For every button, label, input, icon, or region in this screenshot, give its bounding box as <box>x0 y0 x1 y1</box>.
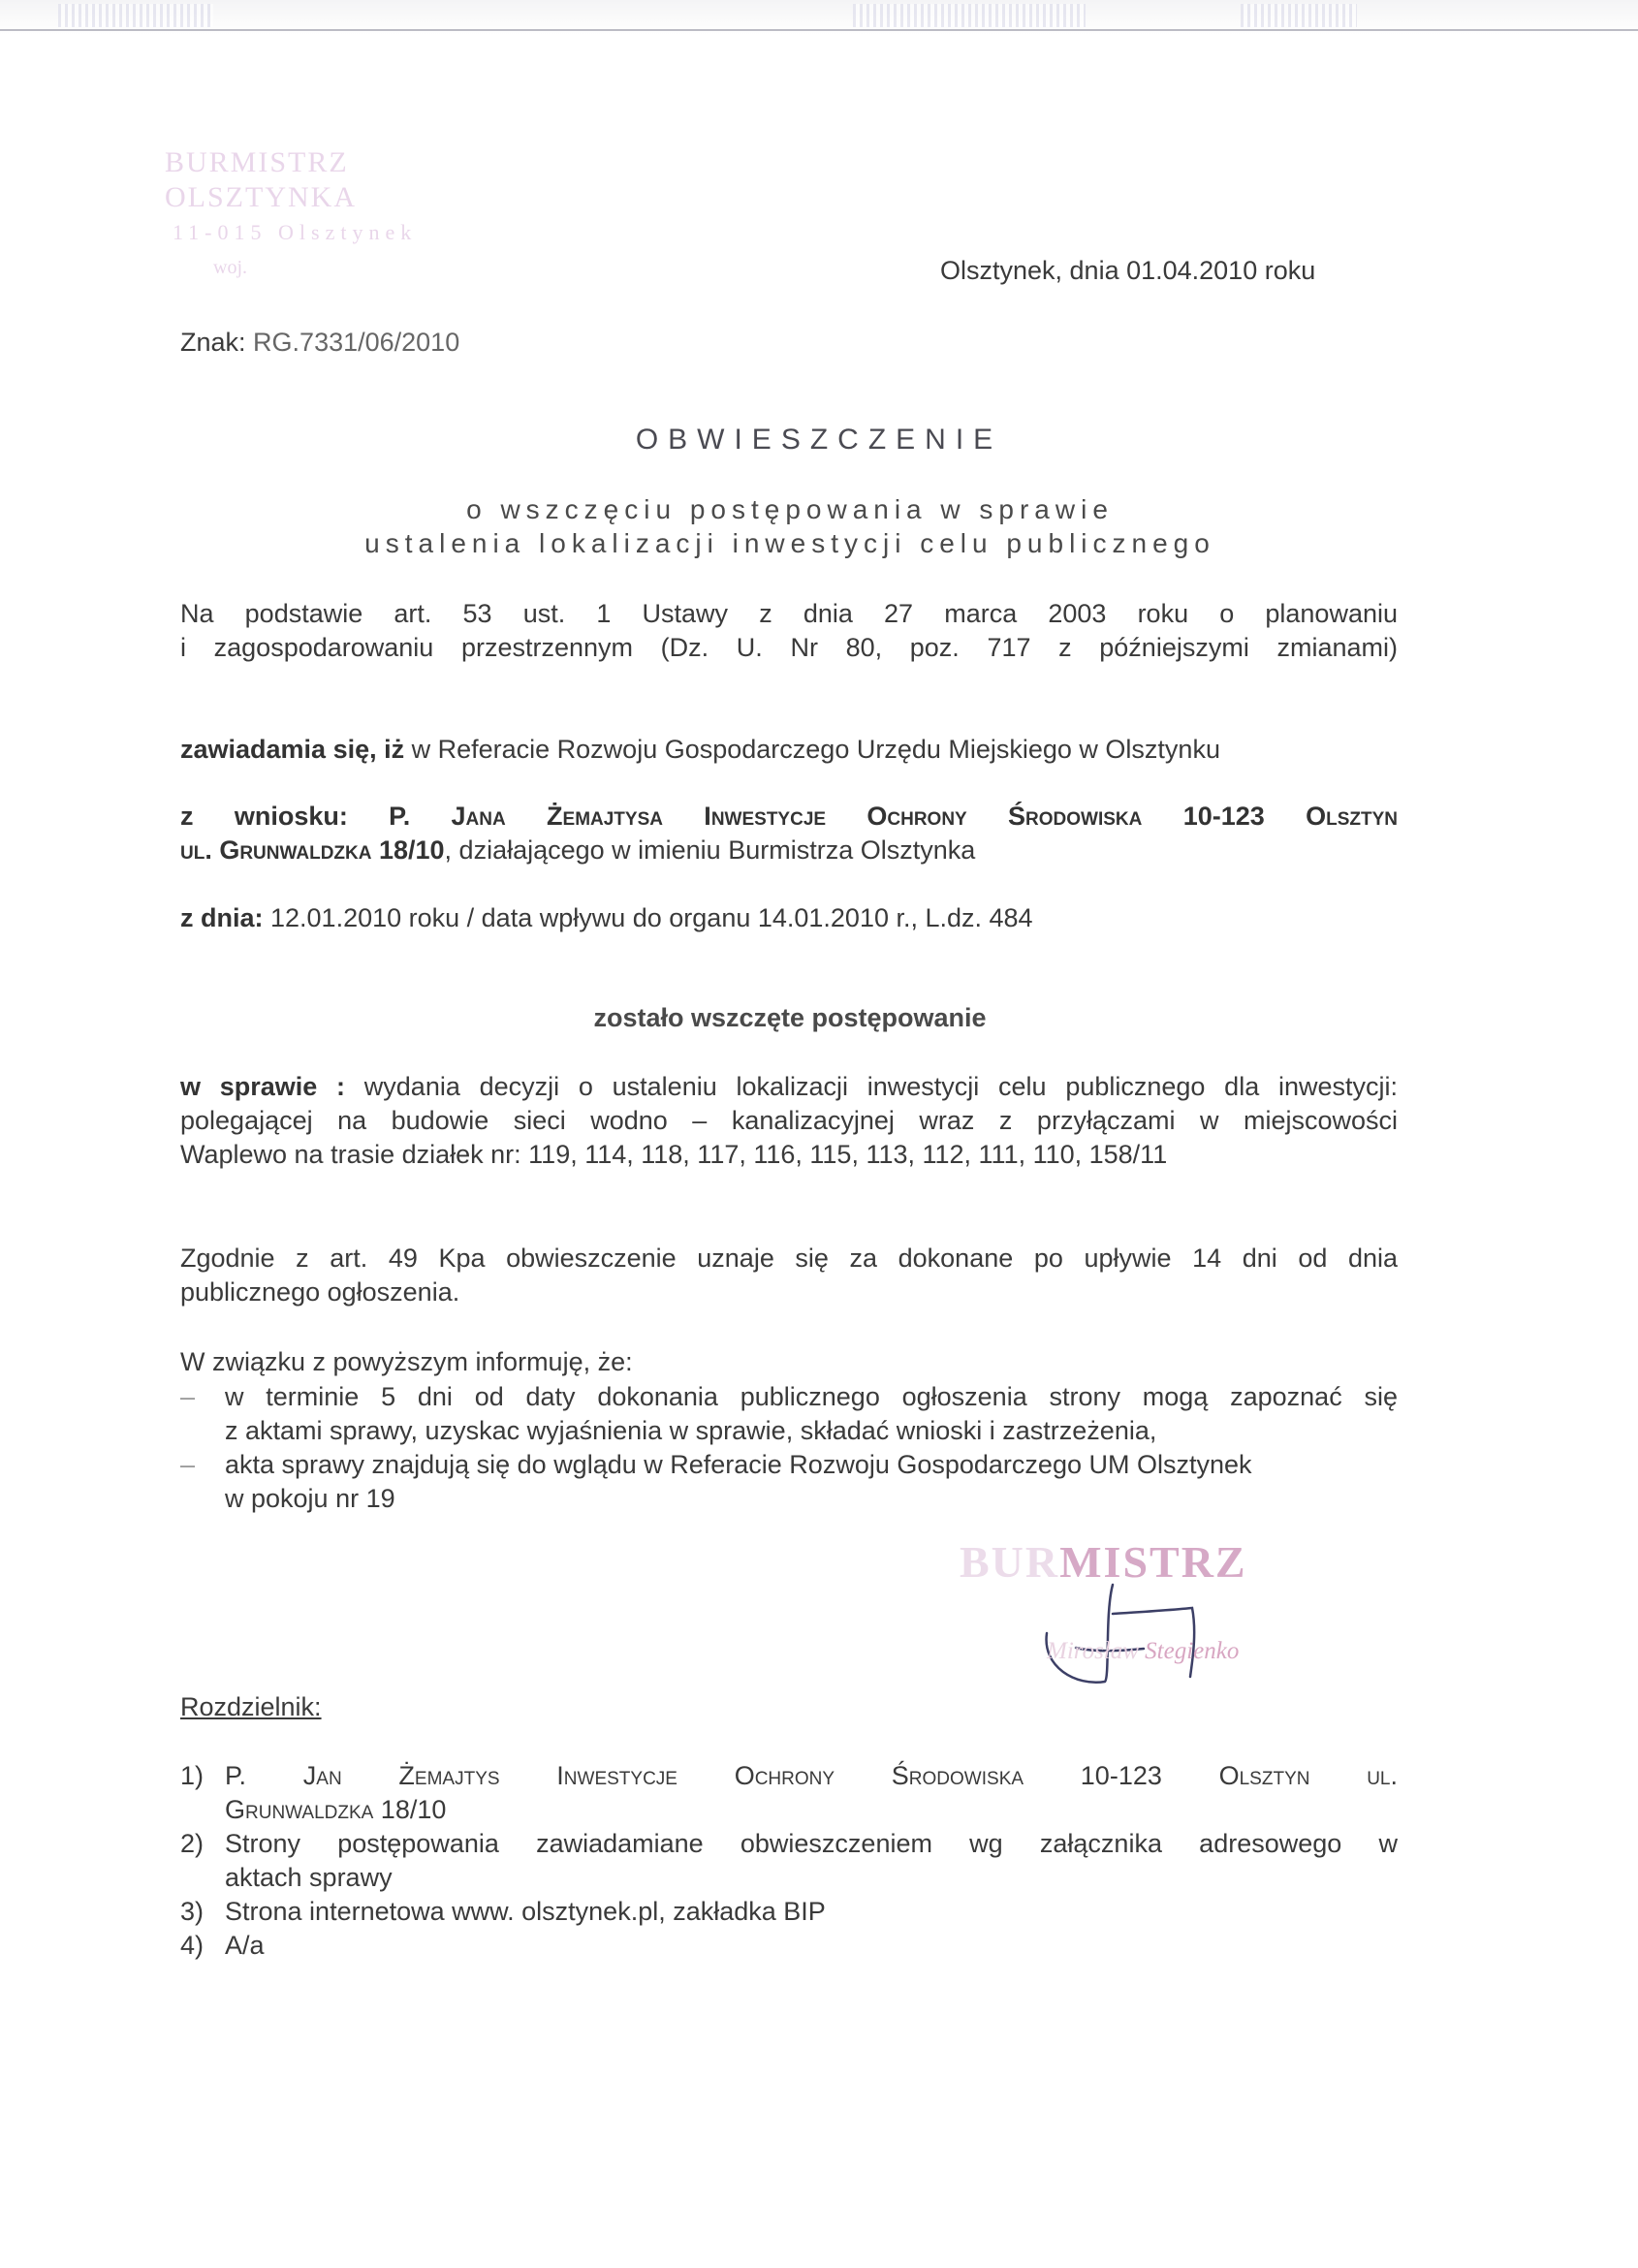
mayor-signature-stamp <box>960 1536 1367 1696</box>
matter-lead: w sprawie : <box>180 1072 346 1101</box>
distribution-item-1 <box>180 1759 1398 1827</box>
reference-value: RG.7331/06/2010 <box>253 328 460 357</box>
matter-line-1: wydania decyzji o ustaleniu lokalizacji inwestycji celu publicznego dla inwestycji: <box>345 1072 1398 1101</box>
info-item-2 <box>180 1448 1398 1516</box>
scan-artifact <box>58 4 213 27</box>
request-applicant: P. Jana Żemajtysa Inwestycje Ochrony Środowiska 10-123 Olsztyn <box>347 802 1398 831</box>
stamp-line-3: woj. <box>213 257 247 278</box>
request-date-text: 12.01.2010 roku / data wpływu do organu 14.01.2010 r., L.dz. 484 <box>263 903 1033 932</box>
distribution-item-2-line-1: Strony postępowania zawiadamiane obwieszczeniem wg załącznika adresowego w <box>225 1829 1398 1858</box>
matter-paragraph <box>180 1070 1398 1172</box>
reference-label: Znak: <box>180 328 246 357</box>
stamp-line-1: BURMISTRZ OLSZTYNKA <box>165 146 357 213</box>
matter-line-2: polegającej na budowie sieci wodno – kanalizacyjnej wraz z przyłączami w miejscowości <box>180 1106 1398 1135</box>
scan-artifact <box>1241 4 1357 27</box>
info-item-1 <box>180 1380 1398 1448</box>
distribution-item-2 <box>180 1827 1398 1895</box>
info-item-2-line-2: w pokoju nr 19 <box>225 1484 395 1513</box>
effect-line-1: Zgodnie z art. 49 Kpa obwieszczenie uznaje się za dokonane po upływie 14 dni od dnia <box>180 1244 1398 1273</box>
distribution-item-2-line-2: aktach sprawy <box>225 1863 393 1892</box>
legal-basis <box>180 597 1398 665</box>
request-rest: , działającego w imieniu Burmistrza Olsztynka <box>444 835 976 865</box>
scan-artifact <box>853 4 1086 27</box>
info-item-1-line-1: w terminie 5 dni od daty dokonania publicznego ogłoszenia strony mogą zapoznać się <box>225 1382 1398 1411</box>
office-stamp-faint <box>165 145 533 285</box>
distribution-item-1-line-1: P. Jan Żemajtys Inwestycje Ochrony Środowiska 10-123 Olsztyn ul. <box>225 1761 1398 1790</box>
distribution-heading: Rozdzielnik: <box>180 1692 322 1721</box>
notice-text: w Referacie Rozwoju Gospodarczego Urzędu Miejskiego w Olsztynku <box>404 735 1220 764</box>
item-number: 3) <box>180 1897 205 1926</box>
request-paragraph <box>180 800 1398 867</box>
item-number: 1) <box>180 1761 205 1790</box>
item-number: 2) <box>180 1829 205 1858</box>
info-intro: W związku z powyższym informuję, że: <box>180 1347 633 1376</box>
proceeding-heading: zostało wszczęte postępowanie <box>593 1003 987 1032</box>
request-date <box>180 901 1398 935</box>
signature-stamp-name: Mirosław Stegienko <box>1047 1638 1240 1664</box>
scan-line <box>0 29 1638 31</box>
subtitle-line-1: o wszczęciu postępowania w sprawie <box>466 494 1114 524</box>
signature-stamp-title: BURMISTRZ <box>960 1537 1247 1587</box>
dash-bullet: – <box>180 1450 196 1479</box>
info-item-2-line-1: akta sprawy znajdują się do wglądu w Referacie Rozwoju Gospodarczego UM Olsztynek <box>225 1450 1252 1479</box>
distribution-item-4-text: A/a <box>225 1931 265 1960</box>
stamp-line-2: 11-015 Olsztynek <box>173 220 418 244</box>
distribution-item-3 <box>180 1895 1398 1929</box>
effect-paragraph <box>180 1242 1398 1309</box>
document-date: Olsztynek, dnia 01.04.2010 roku <box>940 256 1316 285</box>
item-number: 4) <box>180 1931 205 1960</box>
request-date-lead: z dnia: <box>180 903 264 932</box>
handwritten-signature-icon <box>1037 1556 1231 1701</box>
distribution-item-4 <box>180 1929 1398 1963</box>
legal-basis-line-2: i zagospodarowaniu przestrzennym (Dz. U. Nr 80, poz. 717 z późniejszymi zmianami) <box>180 633 1398 662</box>
subtitle-line-2: ustalenia lokalizacji inwestycji celu publicznego <box>364 528 1215 558</box>
effect-line-2: publicznego ogłoszenia. <box>180 1277 460 1307</box>
reference-number <box>180 328 459 358</box>
legal-basis-line-1: Na podstawie art. 53 ust. 1 Ustawy z dnia 27 marca 2003 roku o planowaniu <box>180 599 1398 628</box>
distribution-item-3-text: Strona internetowa www. olsztynek.pl, zakładka BIP <box>225 1897 826 1926</box>
matter-line-3: Waplewo na trasie działek nr: 119, 114, 118, 117, 116, 115, 113, 112, 111, 110, 158/11 <box>180 1140 1168 1169</box>
distribution-item-1-line-2: Grunwaldzka 18/10 <box>225 1795 447 1824</box>
request-address: ul. Grunwaldzka 18/10 <box>180 835 445 865</box>
dash-bullet: – <box>180 1382 196 1411</box>
info-item-1-line-2: z aktami sprawy, uzyskac wyjaśnienia w sprawie, składać wnioski i zastrzeżenia, <box>225 1416 1157 1445</box>
document-title: OBWIESZCZENIE <box>635 424 1003 456</box>
notice-lead: zawiadamia się, iż <box>180 735 405 764</box>
request-lead: z wniosku: <box>180 802 348 831</box>
notice-paragraph <box>180 733 1398 767</box>
